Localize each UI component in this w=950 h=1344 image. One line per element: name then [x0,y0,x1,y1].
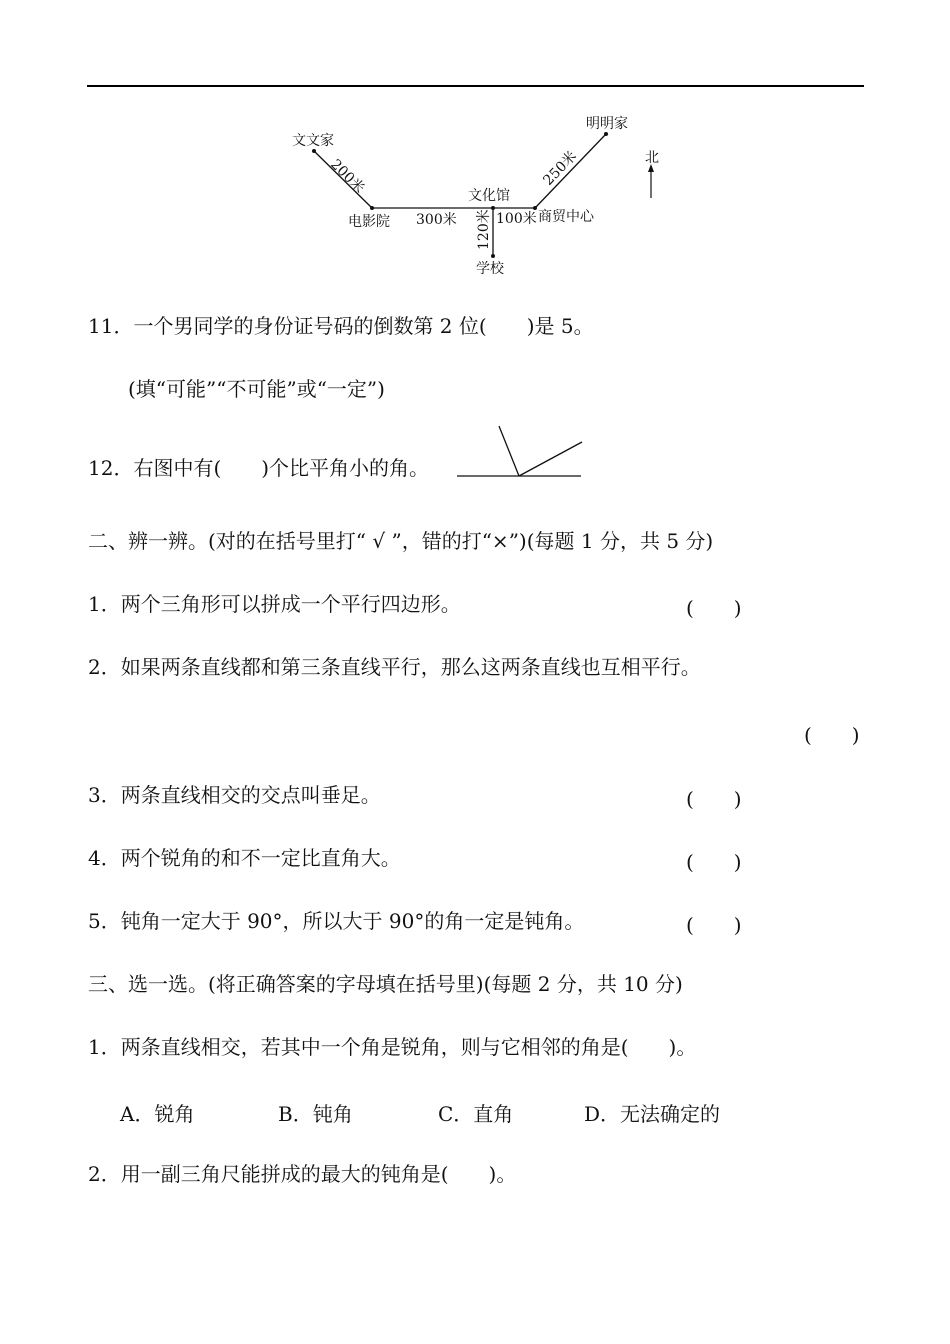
point-school [491,254,495,258]
label-wenwen-home: 文文家 [292,133,334,149]
section2-item-3: 3．两条直线相交的交点叫垂足。 [88,783,381,807]
section2-title: 二、辨一辨。(对的在括号里打“ √ ”，错的打“×”)(每题 1 分，共 5 分) [88,529,714,553]
answer-paren-2-3[interactable]: ( ) [686,787,742,811]
option-b[interactable]: B．钝角 [278,1102,353,1126]
label-mingming-home: 明明家 [586,116,628,132]
label-culture-hall: 文化馆 [468,188,510,204]
point-trade [533,206,537,210]
distance-culture-school: 120米 [476,209,492,250]
distance-cinema-culture: 300米 [416,212,457,228]
distance-culture-trade: 100米 [496,211,537,227]
answer-paren-2-2[interactable]: ( ) [804,723,860,747]
option-a[interactable]: A．锐角 [120,1102,195,1126]
label-cinema: 电影院 [348,214,390,230]
q11-line2: (填“可能”“不可能”或“一定”) [128,377,385,401]
section2-item-5: 5．钝角一定大于 90°，所以大于 90°的角一定是钝角。 [88,909,585,933]
section3-q1-text: 1．两条直线相交，若其中一个角是锐角，则与它相邻的角是( )。 [88,1035,697,1059]
section3-q2-text: 2．用一副三角尺能拼成的最大的钝角是( )。 [88,1162,517,1186]
answer-paren-2-5[interactable]: ( ) [686,913,742,937]
distance-wenwen-cinema: 200米 [327,156,368,197]
route-map [0,0,950,300]
angle-figure [455,420,585,480]
option-c[interactable]: C．直角 [438,1102,514,1126]
point-mingming [604,132,608,136]
q12-text: 12．右图中有( )个比平角小的角。 [88,456,430,480]
section2-item-2: 2．如果两条直线都和第三条直线平行，那么这两条直线也互相平行。 [88,655,701,679]
label-school: 学校 [476,261,504,277]
answer-paren-2-4[interactable]: ( ) [686,850,742,874]
option-d[interactable]: D．无法确定的 [584,1102,721,1126]
answer-paren-2-1[interactable]: ( ) [686,596,742,620]
point-cinema [370,206,374,210]
section3-title: 三、选一选。(将正确答案的字母填在括号里)(每题 2 分，共 10 分) [88,972,683,996]
q11-line1: 11．一个男同学的身份证号码的倒数第 2 位( )是 5。 [88,314,594,338]
distance-trade-mingming: 250米 [540,148,581,189]
north-label: 北 [645,150,659,166]
point-wenwen [312,149,316,153]
section2-item-4: 4．两个锐角的和不一定比直角大。 [88,846,401,870]
section2-item-1: 1．两个三角形可以拼成一个平行四边形。 [88,592,461,616]
label-trade-center: 商贸中心 [538,209,594,225]
